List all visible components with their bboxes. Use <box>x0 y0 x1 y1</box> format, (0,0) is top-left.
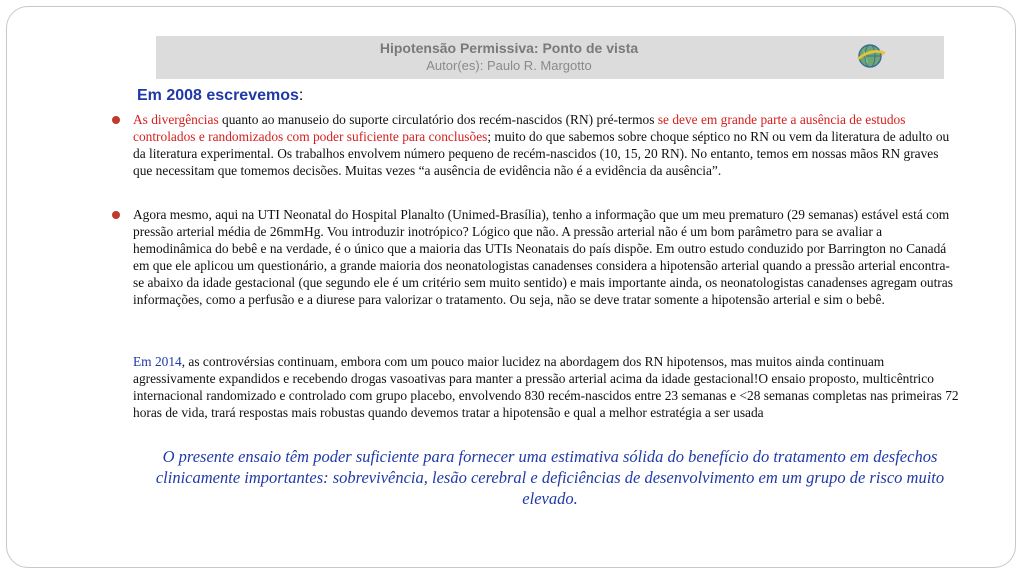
paragraph-2014 <box>133 353 959 421</box>
bullet-1-text-b: ; muito do que sabemos sobre choque séptico no RN ou vem da literatura de adulto ou da literatura experimental. Os trabalhos envolvem número pequeno de recém-nascidos (10, 15, 20 RN). No entanto, temos em nossas mãos RN graves que necessitam que tomemos decisões. Muitas vezes “a ausência de evidência não é a evidência da ausência”. <box>133 129 950 178</box>
globe-icon[interactable] <box>855 42 887 70</box>
bullet-marker <box>112 211 120 219</box>
section-heading: Em 2008 escrevemos: <box>137 87 304 104</box>
bullet-paragraph-1 <box>133 111 959 179</box>
bullet-1-text-a: quanto ao manuseio do suporte circulatório dos recém-nascidos (RN) pré-termos <box>218 112 658 127</box>
bullet-marker <box>112 116 120 124</box>
page-title: Hipotensão Permissiva: Ponto de vista <box>379 40 639 56</box>
bullet-1-lead: As divergências <box>133 112 219 127</box>
paragraph-2014-lead: Em 2014 <box>133 354 182 369</box>
bullet-1-emphasis: se deve em grande parte a ausência de estudos controlados e randomizados com poder suficiente para conclusões <box>133 112 906 144</box>
closing-statement: O presente ensaio têm poder suficiente para fornecer uma estimativa sólida do benefício do tratamento em desfechos clinicamente importantes: sobrevivência, lesão cerebral e deficiências de desenvolvimento em um grupo de risco muito elevado. <box>155 447 945 508</box>
author-line: Autor(es): Paulo R. Margotto <box>426 58 592 73</box>
bullet-paragraph-2: Agora mesmo, aqui na UTI Neonatal do Hospital Planalto (Unimed-Brasília), tenho a informação que um meu prematuro (29 semanas) estável está com pressão arterial média de 26mmHg. Vou introduzir inotrópico? Lógico que não. A pressão arterial não é um bom parâmetro para se avaliar a hemodinâmica do bebê e na verdade, é o único que a maioria das UTIs Neonatais do país dispõe. Em outro estudo conduzido por Barrington no Canadá em que ele aplicou um questionário, a grande maioria dos neonatologistas canadenses considera a hipotensão arterial quando a pressão arterial encontra-se abaixo da idade gestacional (que segundo ele é um critério sem muito sentido) e mais importante ainda, os neonatologistas canadenses agregam outras informações, como a perfusão e a diurese para valorizar o tratamento. Ou seja, não se deve tratar somente a hipotensão arterial e sim o bebê. <box>133 207 953 307</box>
paragraph-2014-text: , as controvérsias continuam, embora com um pouco maior lucidez na abordagem dos RN hipotensos, mas muitos ainda continuam agressivamente expandidos e recebendo drogas vasoativas para manter a pressão arterial acima da idade gestacional!O ensaio proposto, multicêntrico internacional randomizado e controlado com grupo placebo, envolvendo 830 recém-nascidos entre 23 semanas e <28 semanas completas nas primeiras 72 horas de vida, trará respostas mais robustas quando devemos tratar a hipotensão e qual a melhor estratégia a ser usada <box>133 354 959 420</box>
